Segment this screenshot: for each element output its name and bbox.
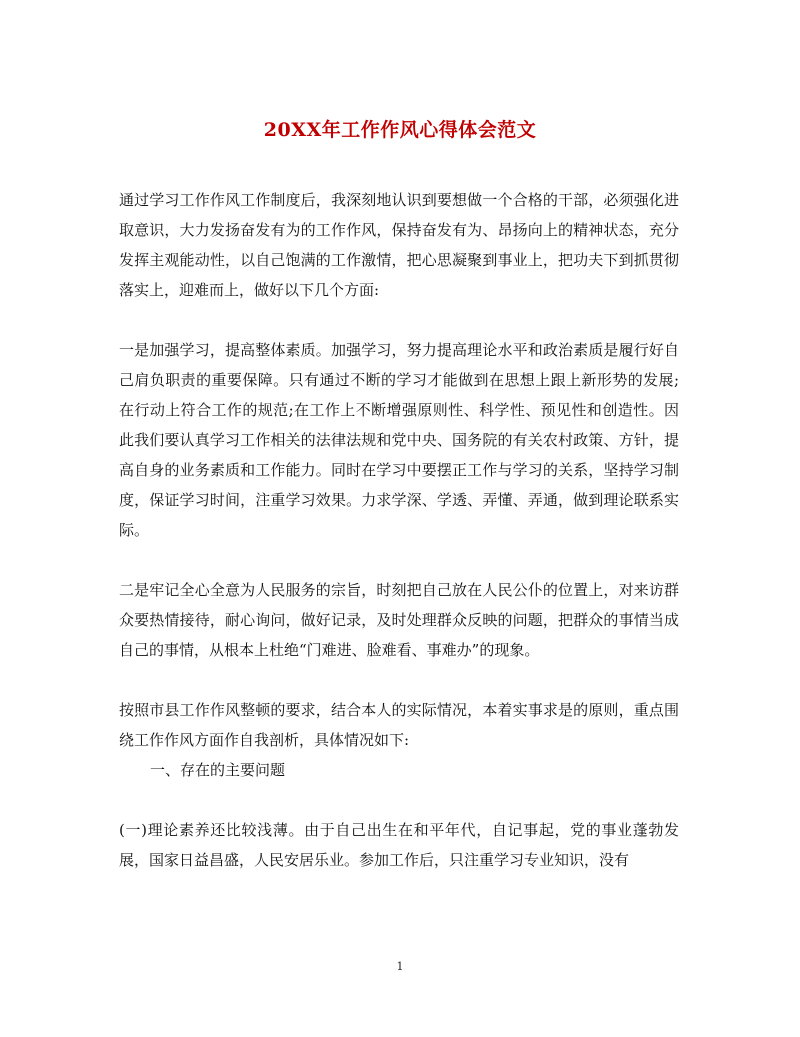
- document-body: [119, 185, 679, 875]
- paragraph-theory: (一)理论素养还比较浅薄。由于自己出生在和平年代，自记事起，党的事业蓬勃发展，国家日益昌盛，人民安居乐业。参加工作后，只注重学习专业知识，没有: [119, 821, 679, 869]
- paragraph-gap: [119, 785, 679, 815]
- document-title: 20XX年工作作风心得体会范文: [263, 119, 537, 141]
- paragraph-rectification: 按照市县工作作风整顿的要求，结合本人的实际情况，本着实事求是的原则，重点围绕工作作风方面作自我剖析，具体情况如下:: [119, 701, 679, 749]
- page-number: 1: [396, 960, 404, 973]
- paragraph-gap: [119, 305, 679, 335]
- section-heading-problems: 一、存在的主要问题: [150, 761, 286, 779]
- paragraph-service: 二是牢记全心全意为人民服务的宗旨，时刻把自己放在人民公仆的位置上，对来访群众要热情接待，耐心询问，做好记录，及时处理群众反映的问题，把群众的事情当成自己的事情，从根本上杜绝“门难进、脸难看、事难办”的现象。: [119, 581, 679, 659]
- paragraph-gap: [119, 665, 679, 695]
- paragraph-study: 一是加强学习，提高整体素质。加强学习，努力提高理论水平和政治素质是履行好自己肩负职责的重要保障。只有通过不断的学习才能做到在思想上跟上新形势的发展;在行动上符合工作的规范;在工作上不断增强原则性、科学性、预见性和创造性。因此我们要认真学习工作相关的法律法规和党中央、国务院的有关农村政策、方针，提高自身的业务素质和工作能力。同时在学习中要摆正工作与学习的关系，坚持学习制度，保证学习时间，注重学习效果。力求学深、学透、弄懂、弄通，做到理论联系实际。: [119, 341, 679, 539]
- paragraph-gap: [119, 545, 679, 575]
- paragraph-intro: 通过学习工作作风工作制度后，我深刻地认识到要想做一个合格的干部，必须强化进取意识，大力发扬奋发有为的工作作风，保持奋发有为、昂扬向上的精神状态，充分发挥主观能动性，以自己饱满的工作激情，把心思凝聚到事业上，把功夫下到抓贯彻落实上，迎难而上，做好以下几个方面:: [119, 191, 679, 299]
